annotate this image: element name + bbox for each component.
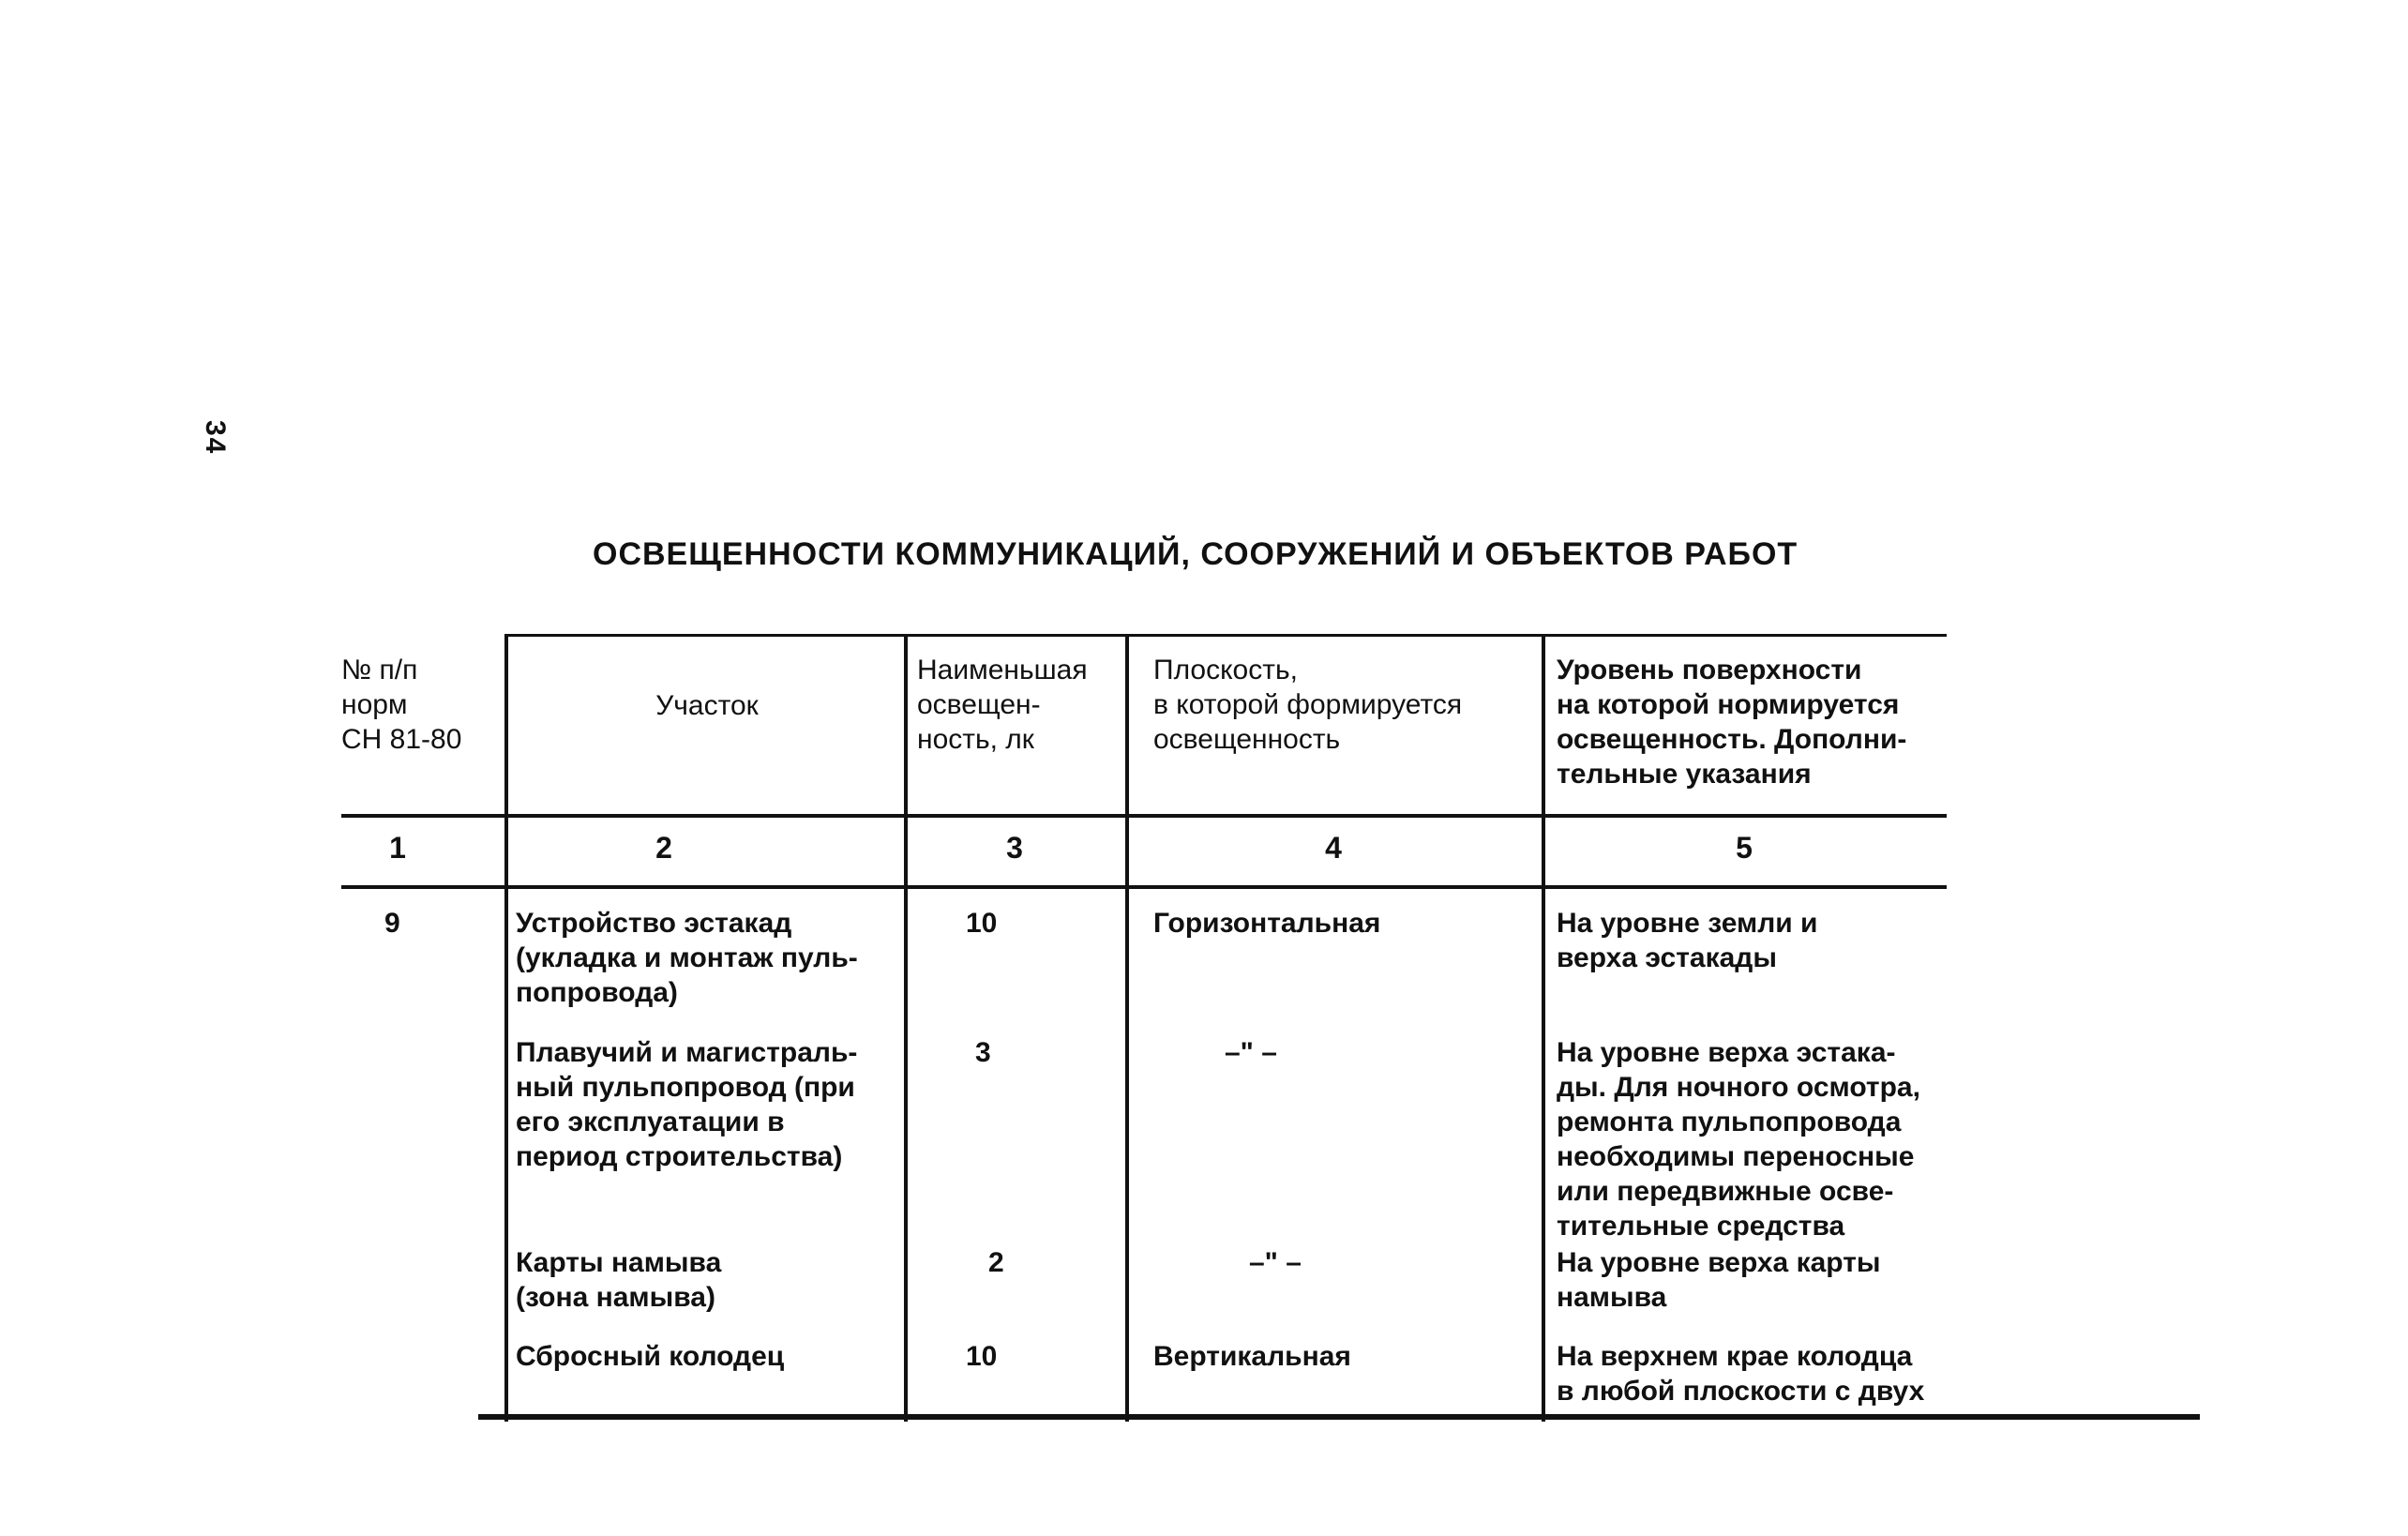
header-col-plane: Плоскость, в которой формируется освещенность [1153, 655, 1463, 755]
table-column-divider [1542, 634, 1545, 1422]
row-area: Карты намыва (зона намыва) [516, 1247, 722, 1313]
row-lux: 10 [966, 908, 998, 939]
column-number: 4 [1325, 831, 1342, 865]
header-col-lux: Наименьшая освещен- ность, лк [917, 655, 1088, 755]
column-number: 3 [1006, 831, 1023, 865]
page-title: ОСВЕЩЕННОСТИ КОММУНИКАЦИЙ, СООРУЖЕНИЙ И ОБЪЕКТОВ РАБОТ [593, 536, 1798, 572]
column-number: 1 [389, 831, 406, 865]
column-number: 2 [655, 831, 672, 865]
row-plane: Вертикальная [1153, 1341, 1351, 1372]
row-level: На уровне верха карты намыва [1557, 1247, 1881, 1313]
header-col-level: Уровень поверхности на которой нормируется освещенность. Дополни- тельные указания [1557, 655, 1907, 790]
numbers-rule [341, 885, 1947, 889]
table-column-divider [904, 634, 908, 1422]
row-level: На верхнем крае колодца в любой плоскости с двух [1557, 1341, 1925, 1407]
table-column-divider [504, 634, 508, 1422]
header-col-area: Участок [655, 690, 759, 721]
row-level: На уровне верха эстака- ды. Для ночного осмотра, ремонта пульпопровода необходимы переносные или передвижные осве- тительные средства [1557, 1037, 1920, 1242]
header-rule [341, 814, 1947, 818]
row-plane: Горизонтальная [1153, 908, 1381, 939]
table-top-rule [504, 634, 1947, 637]
page-number: 34 [200, 420, 231, 456]
row-lux: 2 [988, 1247, 1004, 1278]
row-number: 9 [384, 908, 400, 939]
row-level: На уровне земли и верха эстакады [1557, 908, 1818, 973]
table-column-divider [1125, 634, 1129, 1422]
row-area: Устройство эстакад (укладка и монтаж пуль- попровода) [516, 908, 858, 1008]
header-col-number: № п/п норм СН 81-80 [341, 655, 462, 755]
row-plane: –" – [1225, 1037, 1277, 1068]
row-lux: 3 [975, 1037, 991, 1068]
row-plane: –" – [1249, 1247, 1302, 1278]
table-bottom-rule [478, 1414, 2200, 1420]
row-lux: 10 [966, 1341, 998, 1372]
row-area: Плавучий и магистраль- ный пульпопровод (при его эксплуатации в период строительства) [516, 1037, 858, 1172]
column-number: 5 [1736, 831, 1753, 865]
lighting-norms-table [341, 634, 1947, 1422]
row-area: Сбросный колодец [516, 1341, 785, 1372]
